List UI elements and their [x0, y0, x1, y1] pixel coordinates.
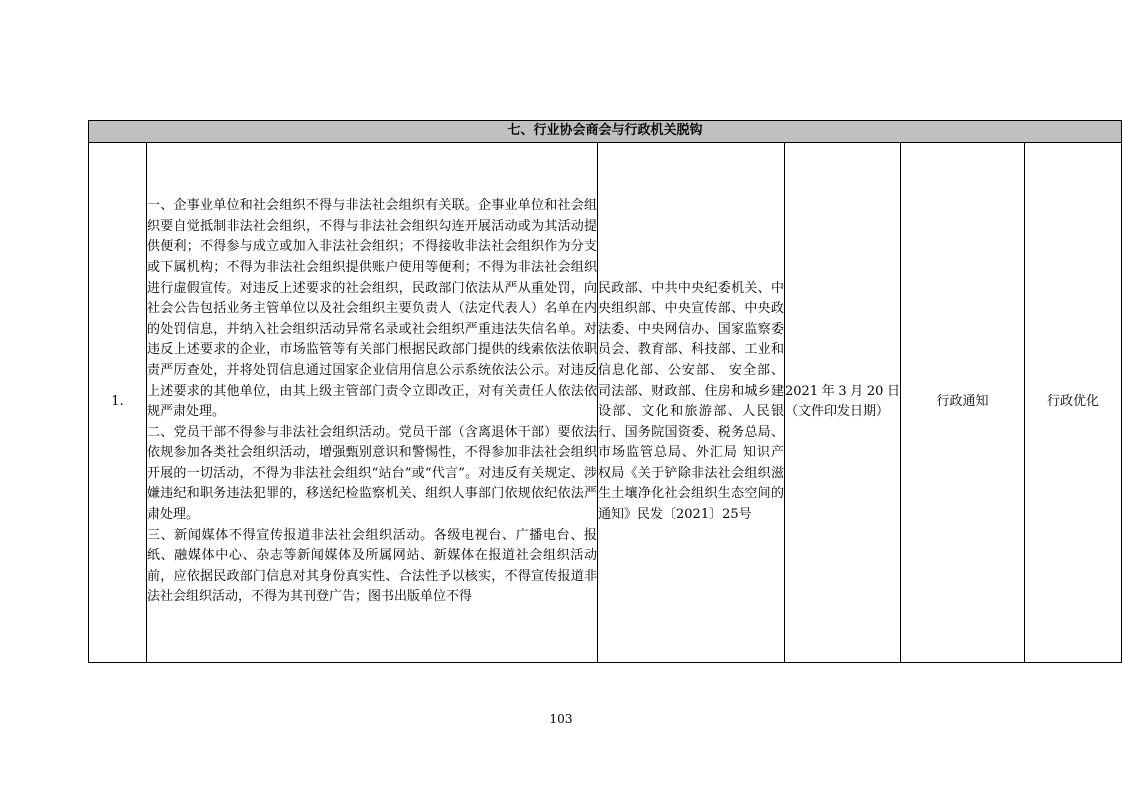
- content-cell: [147, 142, 598, 662]
- policy-table: [88, 120, 1122, 663]
- departments-cell: 民政部、中共中央纪委机关、中央组织部、中央宣传部、中央政法委、中央网信办、国家监察委员会、教育部、科技部、工业和信息化部、公安部、 安全部、司法部、财政部、住房和城乡建设部、文化和旅游部、人民银行、国务院国资委、税务总局、市场监管总局、外汇局 知识产权局《关于铲除非法社会组织滋生土壤净化社会组织生态空间的通知》民发〔2021〕25号: [598, 142, 785, 662]
- category-cell: 行政优化: [1025, 142, 1122, 662]
- date-cell: 2021年3月20日（文件印发日期）: [785, 142, 901, 662]
- table-row: [89, 142, 1122, 662]
- content-paragraph-2: 二、党员干部不得参与非法社会组织活动。党员干部（含离退休干部）要依法依规参加各类社会组织活动，增强甄别意识和警惕性，不得参加非法社会组织开展的一切活动，不得为非法社会组织“站台”或“代言”。对违反有关规定、涉嫌违纪和职务违法犯罪的，移送纪检监察机关、组织人事部门依规依纪依法严肃处理。: [147, 424, 597, 523]
- section-header-row: [89, 121, 1122, 143]
- row-number: 1.: [89, 142, 147, 662]
- type-cell: 行政通知: [901, 142, 1025, 662]
- content-paragraph-3: 三、新闻媒体不得宣传报道非法社会组织活动。各级电视台、广播电台、报纸、融媒体中心、杂志等新闻媒体及所属网站、新媒体在报道社会组织活动前，应依据民政部门信息对其身份真实性、合法性予以核实，不得宣传报道非法社会组织活动，不得为其刊登广告；图书出版单位不得: [147, 527, 597, 605]
- page-number: 103: [549, 712, 573, 726]
- section-header: 七、行业协会商会与行政机关脱钩: [89, 121, 1122, 143]
- content-paragraph-1: 一、企事业单位和社会组织不得与非法社会组织有关联。企事业单位和社会组织要自觉抵制非法社会组织，不得与非法社会组织勾连开展活动或为其活动提供便利；不得参与成立或加入非法社会组织；不得接收非法社会组织作为分支或下属机构；不得为非法社会组织提供账户使用等便利；不得为非法社会组织进行虚假宣传。对违反上述要求的社会组织，民政部门依法从严从重处罚，向社会公告包括业务主管单位以及社会组织主要负责人（法定代表人）名单在内的处罚信息，并纳入社会组织活动异常名录或社会组织严重违法失信名单。对违反上述要求的企业，市场监管等有关部门根据民政部门提供的线索依法依职责严厉查处，并将处罚信息通过国家企业信用信息公示系统依法公示。对违反上述要求的其他单位，由其上级主管部门责令立即改正，对有关责任人依法依规严肃处理。: [147, 198, 597, 420]
